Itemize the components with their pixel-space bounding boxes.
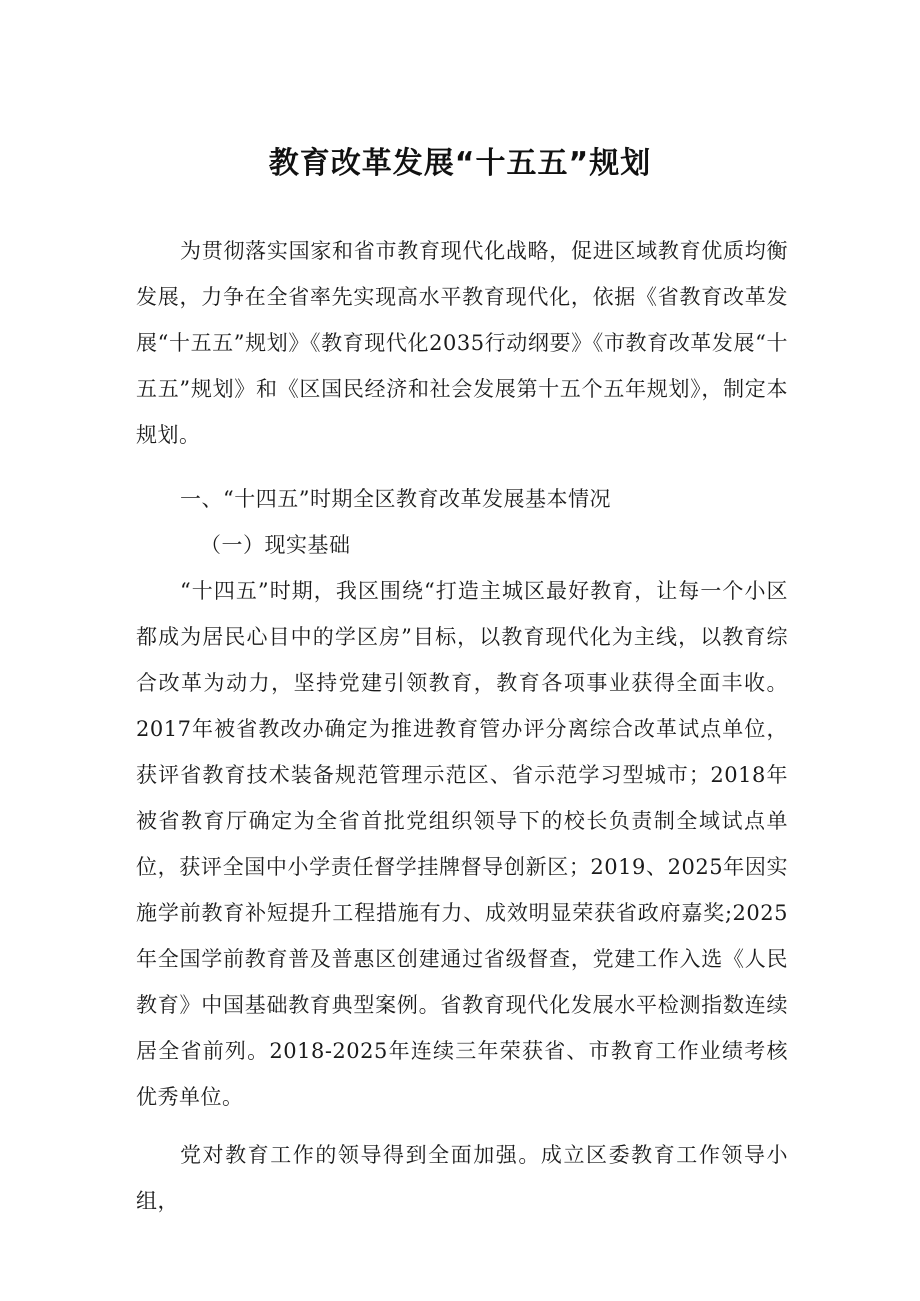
body-paragraph-continued: 党对教育工作的领导得到全面加强。成立区委教育工作领导小组，	[136, 1143, 788, 1213]
intro-paragraph: 为贯彻落实国家和省市教育现代化战略，促进区域教育优质均衡发展，力争在全省率先实现高水平教育现代化，依据《省教育改革发展“十五五”规划》《教育现代化2035行动纲要》《市教育改革发展“十五五”规划》和《区国民经济和社会发展第十五个五年规划》，制定本规划。	[136, 239, 788, 447]
document-title: 教育改革发展“十五五”规划	[268, 146, 652, 182]
subsection-heading: （一）现实基础	[200, 533, 351, 557]
body-paragraph: “十四五”时期，我区围绕“打造主城区最好教育，让每一个小区都成为居民心目中的学区房”目标，以教育现代化为主线，以教育综合改革为动力，坚持党建引领教育，教育各项事业获得全面丰收。2017年被省教改办确定为推进教育管办评分离综合改革试点单位，获评省教育技术装备规范管理示范区、省示范学习型城市；2018年被省教育厅确定为全省首批党组织领导下的校长负责制全域试点单位，获评全国中小学责任督学挂牌督导创新区；2019、2025年因实施学前教育补短提升工程措施有力、成效明显荣获省政府嘉奖;2025年全国学前教育普及普惠区创建通过省级督查，党建工作入选《人民教育》中国基础教育典型案例。省教育现代化发展水平检测指数连续居全省前列。2018-2025年连续三年荣获省、市教育工作业绩考核优秀单位。	[136, 579, 788, 1109]
section-heading: 一、“十四五”时期全区教育改革发展基本情况	[180, 487, 611, 511]
